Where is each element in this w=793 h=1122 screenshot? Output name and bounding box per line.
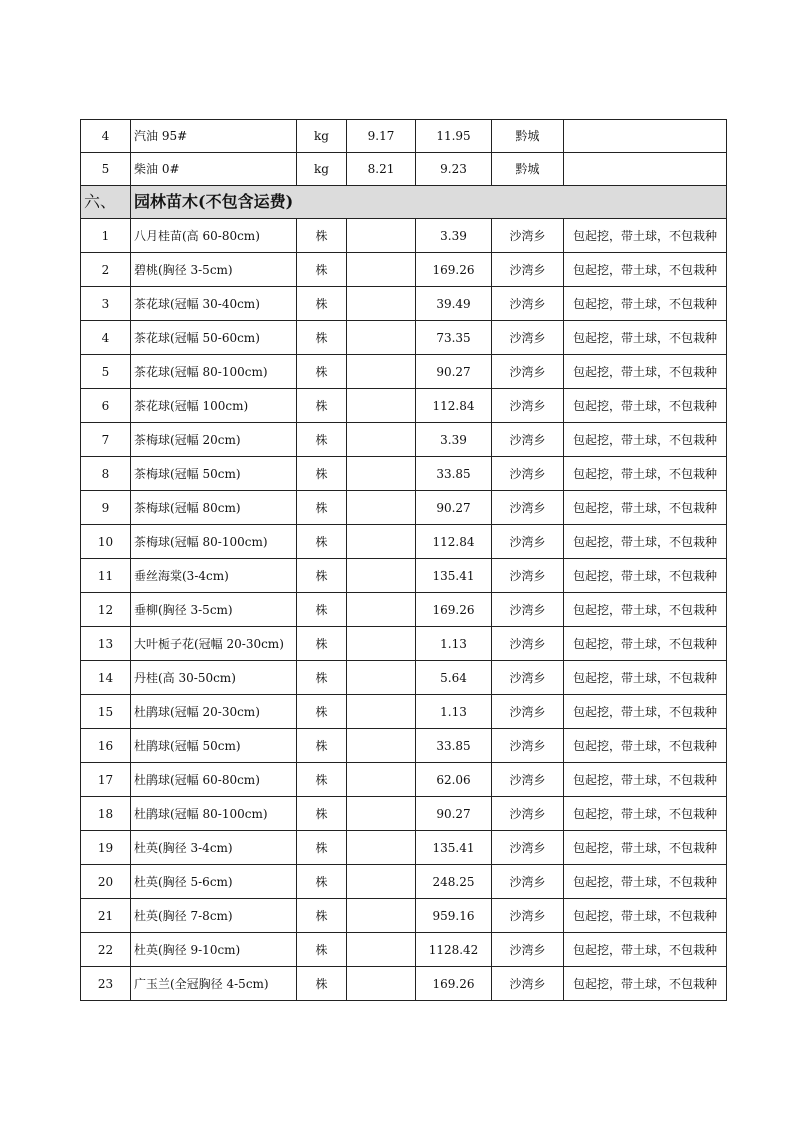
note-cell: 包起挖，带土球，不包栽种: [564, 899, 727, 933]
row-number-cell: 10: [81, 525, 131, 559]
unit-cell: 株: [297, 831, 347, 865]
price-cell: 90.27: [416, 491, 492, 525]
item-name-cell: 茶花球(冠幅 100cm): [131, 389, 297, 423]
note-cell: 包起挖，带土球，不包栽种: [564, 219, 727, 253]
item-name-cell: 杜鹃球(冠幅 20-30cm): [131, 695, 297, 729]
place-cell: 沙湾乡: [492, 831, 564, 865]
note-cell: 包起挖，带土球，不包栽种: [564, 593, 727, 627]
note-cell: 包起挖，带土球，不包栽种: [564, 355, 727, 389]
unit-cell: 株: [297, 423, 347, 457]
row-number-cell: 14: [81, 661, 131, 695]
empty-price-cell: [347, 627, 416, 661]
table-row: [81, 321, 727, 355]
item-name-cell: 茶花球(冠幅 30-40cm): [131, 287, 297, 321]
empty-price-cell: [347, 423, 416, 457]
place-cell: 沙湾乡: [492, 627, 564, 661]
place-cell: 沙湾乡: [492, 389, 564, 423]
item-name-cell: 丹桂(高 30-50cm): [131, 661, 297, 695]
place-cell: 沙湾乡: [492, 797, 564, 831]
price-cell: 90.27: [416, 797, 492, 831]
table-row: [81, 627, 727, 661]
item-name-cell: 杜鹃球(冠幅 60-80cm): [131, 763, 297, 797]
table-row: [81, 661, 727, 695]
price-table: [80, 119, 727, 1001]
place-cell: 沙湾乡: [492, 355, 564, 389]
table-row: [81, 899, 727, 933]
unit-cell: 株: [297, 763, 347, 797]
table-row: [81, 933, 727, 967]
empty-price-cell: [347, 831, 416, 865]
unit-cell: 株: [297, 899, 347, 933]
empty-price-cell: [347, 287, 416, 321]
price-cell: 959.16: [416, 899, 492, 933]
unit-cell: 株: [297, 491, 347, 525]
unit-cell: 株: [297, 457, 347, 491]
row-number-cell: 7: [81, 423, 131, 457]
item-name-cell: 杜英(胸径 3-4cm): [131, 831, 297, 865]
row-number-cell: 17: [81, 763, 131, 797]
unit-cell: 株: [297, 695, 347, 729]
table-row: [81, 695, 727, 729]
note-cell: 包起挖，带土球，不包栽种: [564, 797, 727, 831]
price-cell: 9.17: [347, 120, 416, 153]
empty-price-cell: [347, 899, 416, 933]
place-cell: 沙湾乡: [492, 661, 564, 695]
unit-cell: 株: [297, 661, 347, 695]
price-cell: 11.95: [416, 120, 492, 153]
place-cell: 沙湾乡: [492, 321, 564, 355]
unit-cell: 株: [297, 321, 347, 355]
empty-price-cell: [347, 525, 416, 559]
table-row: [81, 457, 727, 491]
price-cell: 1128.42: [416, 933, 492, 967]
table-row: [81, 797, 727, 831]
note-cell: 包起挖，带土球，不包栽种: [564, 729, 727, 763]
price-cell: 5.64: [416, 661, 492, 695]
empty-price-cell: [347, 321, 416, 355]
price-cell: 3.39: [416, 219, 492, 253]
table-row: [81, 219, 727, 253]
place-cell: 沙湾乡: [492, 219, 564, 253]
place-cell: 黔城: [492, 120, 564, 153]
section-title: 园林苗木(不包含运费): [131, 186, 727, 219]
price-cell: 9.23: [416, 153, 492, 186]
price-cell: 112.84: [416, 389, 492, 423]
empty-price-cell: [347, 559, 416, 593]
item-name-cell: 碧桃(胸径 3-5cm): [131, 253, 297, 287]
price-cell: 8.21: [347, 153, 416, 186]
unit-cell: kg: [297, 153, 347, 186]
unit-cell: 株: [297, 627, 347, 661]
place-cell: 沙湾乡: [492, 253, 564, 287]
row-number-cell: 8: [81, 457, 131, 491]
table-row: [81, 253, 727, 287]
note-cell: 包起挖，带土球，不包栽种: [564, 287, 727, 321]
unit-cell: 株: [297, 967, 347, 1001]
price-cell: 169.26: [416, 967, 492, 1001]
row-number-cell: 19: [81, 831, 131, 865]
empty-price-cell: [347, 253, 416, 287]
unit-cell: 株: [297, 219, 347, 253]
note-cell: 包起挖，带土球，不包栽种: [564, 933, 727, 967]
unit-cell: 株: [297, 287, 347, 321]
unit-cell: 株: [297, 253, 347, 287]
note-cell: 包起挖，带土球，不包栽种: [564, 389, 727, 423]
item-name-cell: 杜鹃球(冠幅 80-100cm): [131, 797, 297, 831]
price-cell: 90.27: [416, 355, 492, 389]
price-cell: 1.13: [416, 695, 492, 729]
table-row: [81, 967, 727, 1001]
place-cell: 沙湾乡: [492, 729, 564, 763]
empty-price-cell: [347, 763, 416, 797]
note-cell: 包起挖，带土球，不包栽种: [564, 661, 727, 695]
price-cell: 135.41: [416, 559, 492, 593]
unit-cell: kg: [297, 120, 347, 153]
empty-price-cell: [347, 457, 416, 491]
item-name-cell: 茶花球(冠幅 50-60cm): [131, 321, 297, 355]
row-number-cell: 13: [81, 627, 131, 661]
row-number-cell: 16: [81, 729, 131, 763]
note-cell: 包起挖，带土球，不包栽种: [564, 423, 727, 457]
item-name-cell: 大叶栀子花(冠幅 20-30cm): [131, 627, 297, 661]
empty-price-cell: [347, 491, 416, 525]
note-cell: 包起挖，带土球，不包栽种: [564, 627, 727, 661]
empty-price-cell: [347, 967, 416, 1001]
item-name-cell: 垂丝海棠(3-4cm): [131, 559, 297, 593]
note-cell: 包起挖，带土球，不包栽种: [564, 763, 727, 797]
table-row: [81, 593, 727, 627]
row-number-cell: 3: [81, 287, 131, 321]
note-cell: [564, 153, 727, 186]
row-number-cell: 12: [81, 593, 131, 627]
empty-price-cell: [347, 797, 416, 831]
table-row: [81, 831, 727, 865]
place-cell: 沙湾乡: [492, 457, 564, 491]
note-cell: 包起挖，带土球，不包栽种: [564, 559, 727, 593]
row-number-cell: 4: [81, 120, 131, 153]
note-cell: 包起挖，带土球，不包栽种: [564, 321, 727, 355]
item-name-cell: 杜英(胸径 9-10cm): [131, 933, 297, 967]
unit-cell: 株: [297, 729, 347, 763]
item-name-cell: 垂柳(胸径 3-5cm): [131, 593, 297, 627]
unit-cell: 株: [297, 865, 347, 899]
empty-price-cell: [347, 661, 416, 695]
row-number-cell: 2: [81, 253, 131, 287]
place-cell: 沙湾乡: [492, 491, 564, 525]
place-cell: 沙湾乡: [492, 967, 564, 1001]
place-cell: 沙湾乡: [492, 695, 564, 729]
table-row: [81, 355, 727, 389]
section-header-row: [81, 186, 727, 219]
table-row: [81, 525, 727, 559]
place-cell: 沙湾乡: [492, 423, 564, 457]
price-cell: 33.85: [416, 729, 492, 763]
empty-price-cell: [347, 389, 416, 423]
empty-price-cell: [347, 865, 416, 899]
row-number-cell: 6: [81, 389, 131, 423]
price-cell: 169.26: [416, 253, 492, 287]
empty-price-cell: [347, 219, 416, 253]
empty-price-cell: [347, 695, 416, 729]
row-number-cell: 9: [81, 491, 131, 525]
item-name-cell: 茶梅球(冠幅 20cm): [131, 423, 297, 457]
unit-cell: 株: [297, 933, 347, 967]
row-number-cell: 21: [81, 899, 131, 933]
note-cell: 包起挖，带土球，不包栽种: [564, 457, 727, 491]
unit-cell: 株: [297, 593, 347, 627]
row-number-cell: 22: [81, 933, 131, 967]
price-cell: 1.13: [416, 627, 492, 661]
unit-cell: 株: [297, 355, 347, 389]
table-row: [81, 120, 727, 153]
empty-price-cell: [347, 593, 416, 627]
item-name-cell: 柴油 0#: [131, 153, 297, 186]
unit-cell: 株: [297, 525, 347, 559]
table-row: [81, 389, 727, 423]
row-number-cell: 11: [81, 559, 131, 593]
place-cell: 沙湾乡: [492, 865, 564, 899]
item-name-cell: 杜鹃球(冠幅 50cm): [131, 729, 297, 763]
note-cell: 包起挖，带土球，不包栽种: [564, 967, 727, 1001]
place-cell: 沙湾乡: [492, 287, 564, 321]
row-number-cell: 20: [81, 865, 131, 899]
table-row: [81, 423, 727, 457]
price-cell: 62.06: [416, 763, 492, 797]
table-row: [81, 729, 727, 763]
item-name-cell: 杜英(胸径 5-6cm): [131, 865, 297, 899]
row-number-cell: 1: [81, 219, 131, 253]
item-name-cell: 八月桂苗(高 60-80cm): [131, 219, 297, 253]
note-cell: 包起挖，带土球，不包栽种: [564, 253, 727, 287]
item-name-cell: 广玉兰(全冠胸径 4-5cm): [131, 967, 297, 1001]
note-cell: 包起挖，带土球，不包栽种: [564, 695, 727, 729]
item-name-cell: 茶梅球(冠幅 50cm): [131, 457, 297, 491]
row-number-cell: 18: [81, 797, 131, 831]
table-row: [81, 491, 727, 525]
place-cell: 沙湾乡: [492, 933, 564, 967]
table-row: [81, 559, 727, 593]
note-cell: 包起挖，带土球，不包栽种: [564, 491, 727, 525]
place-cell: 沙湾乡: [492, 525, 564, 559]
empty-price-cell: [347, 933, 416, 967]
place-cell: 沙湾乡: [492, 559, 564, 593]
item-name-cell: 杜英(胸径 7-8cm): [131, 899, 297, 933]
price-cell: 248.25: [416, 865, 492, 899]
row-number-cell: 15: [81, 695, 131, 729]
row-number-cell: 5: [81, 355, 131, 389]
place-cell: 沙湾乡: [492, 899, 564, 933]
item-name-cell: 茶梅球(冠幅 80-100cm): [131, 525, 297, 559]
table-row: [81, 153, 727, 186]
price-cell: 73.35: [416, 321, 492, 355]
place-cell: 黔城: [492, 153, 564, 186]
price-cell: 169.26: [416, 593, 492, 627]
row-number-cell: 5: [81, 153, 131, 186]
price-cell: 33.85: [416, 457, 492, 491]
note-cell: [564, 120, 727, 153]
item-name-cell: 茶梅球(冠幅 80cm): [131, 491, 297, 525]
unit-cell: 株: [297, 389, 347, 423]
unit-cell: 株: [297, 797, 347, 831]
price-cell: 112.84: [416, 525, 492, 559]
note-cell: 包起挖，带土球，不包栽种: [564, 865, 727, 899]
price-cell: 39.49: [416, 287, 492, 321]
item-name-cell: 茶花球(冠幅 80-100cm): [131, 355, 297, 389]
item-name-cell: 汽油 95#: [131, 120, 297, 153]
unit-cell: 株: [297, 559, 347, 593]
empty-price-cell: [347, 729, 416, 763]
table-row: [81, 287, 727, 321]
section-number: 六、: [81, 186, 131, 219]
row-number-cell: 4: [81, 321, 131, 355]
table-row: [81, 865, 727, 899]
table-row: [81, 763, 727, 797]
place-cell: 沙湾乡: [492, 593, 564, 627]
note-cell: 包起挖，带土球，不包栽种: [564, 831, 727, 865]
price-cell: 135.41: [416, 831, 492, 865]
empty-price-cell: [347, 355, 416, 389]
price-cell: 3.39: [416, 423, 492, 457]
note-cell: 包起挖，带土球，不包栽种: [564, 525, 727, 559]
place-cell: 沙湾乡: [492, 763, 564, 797]
row-number-cell: 23: [81, 967, 131, 1001]
